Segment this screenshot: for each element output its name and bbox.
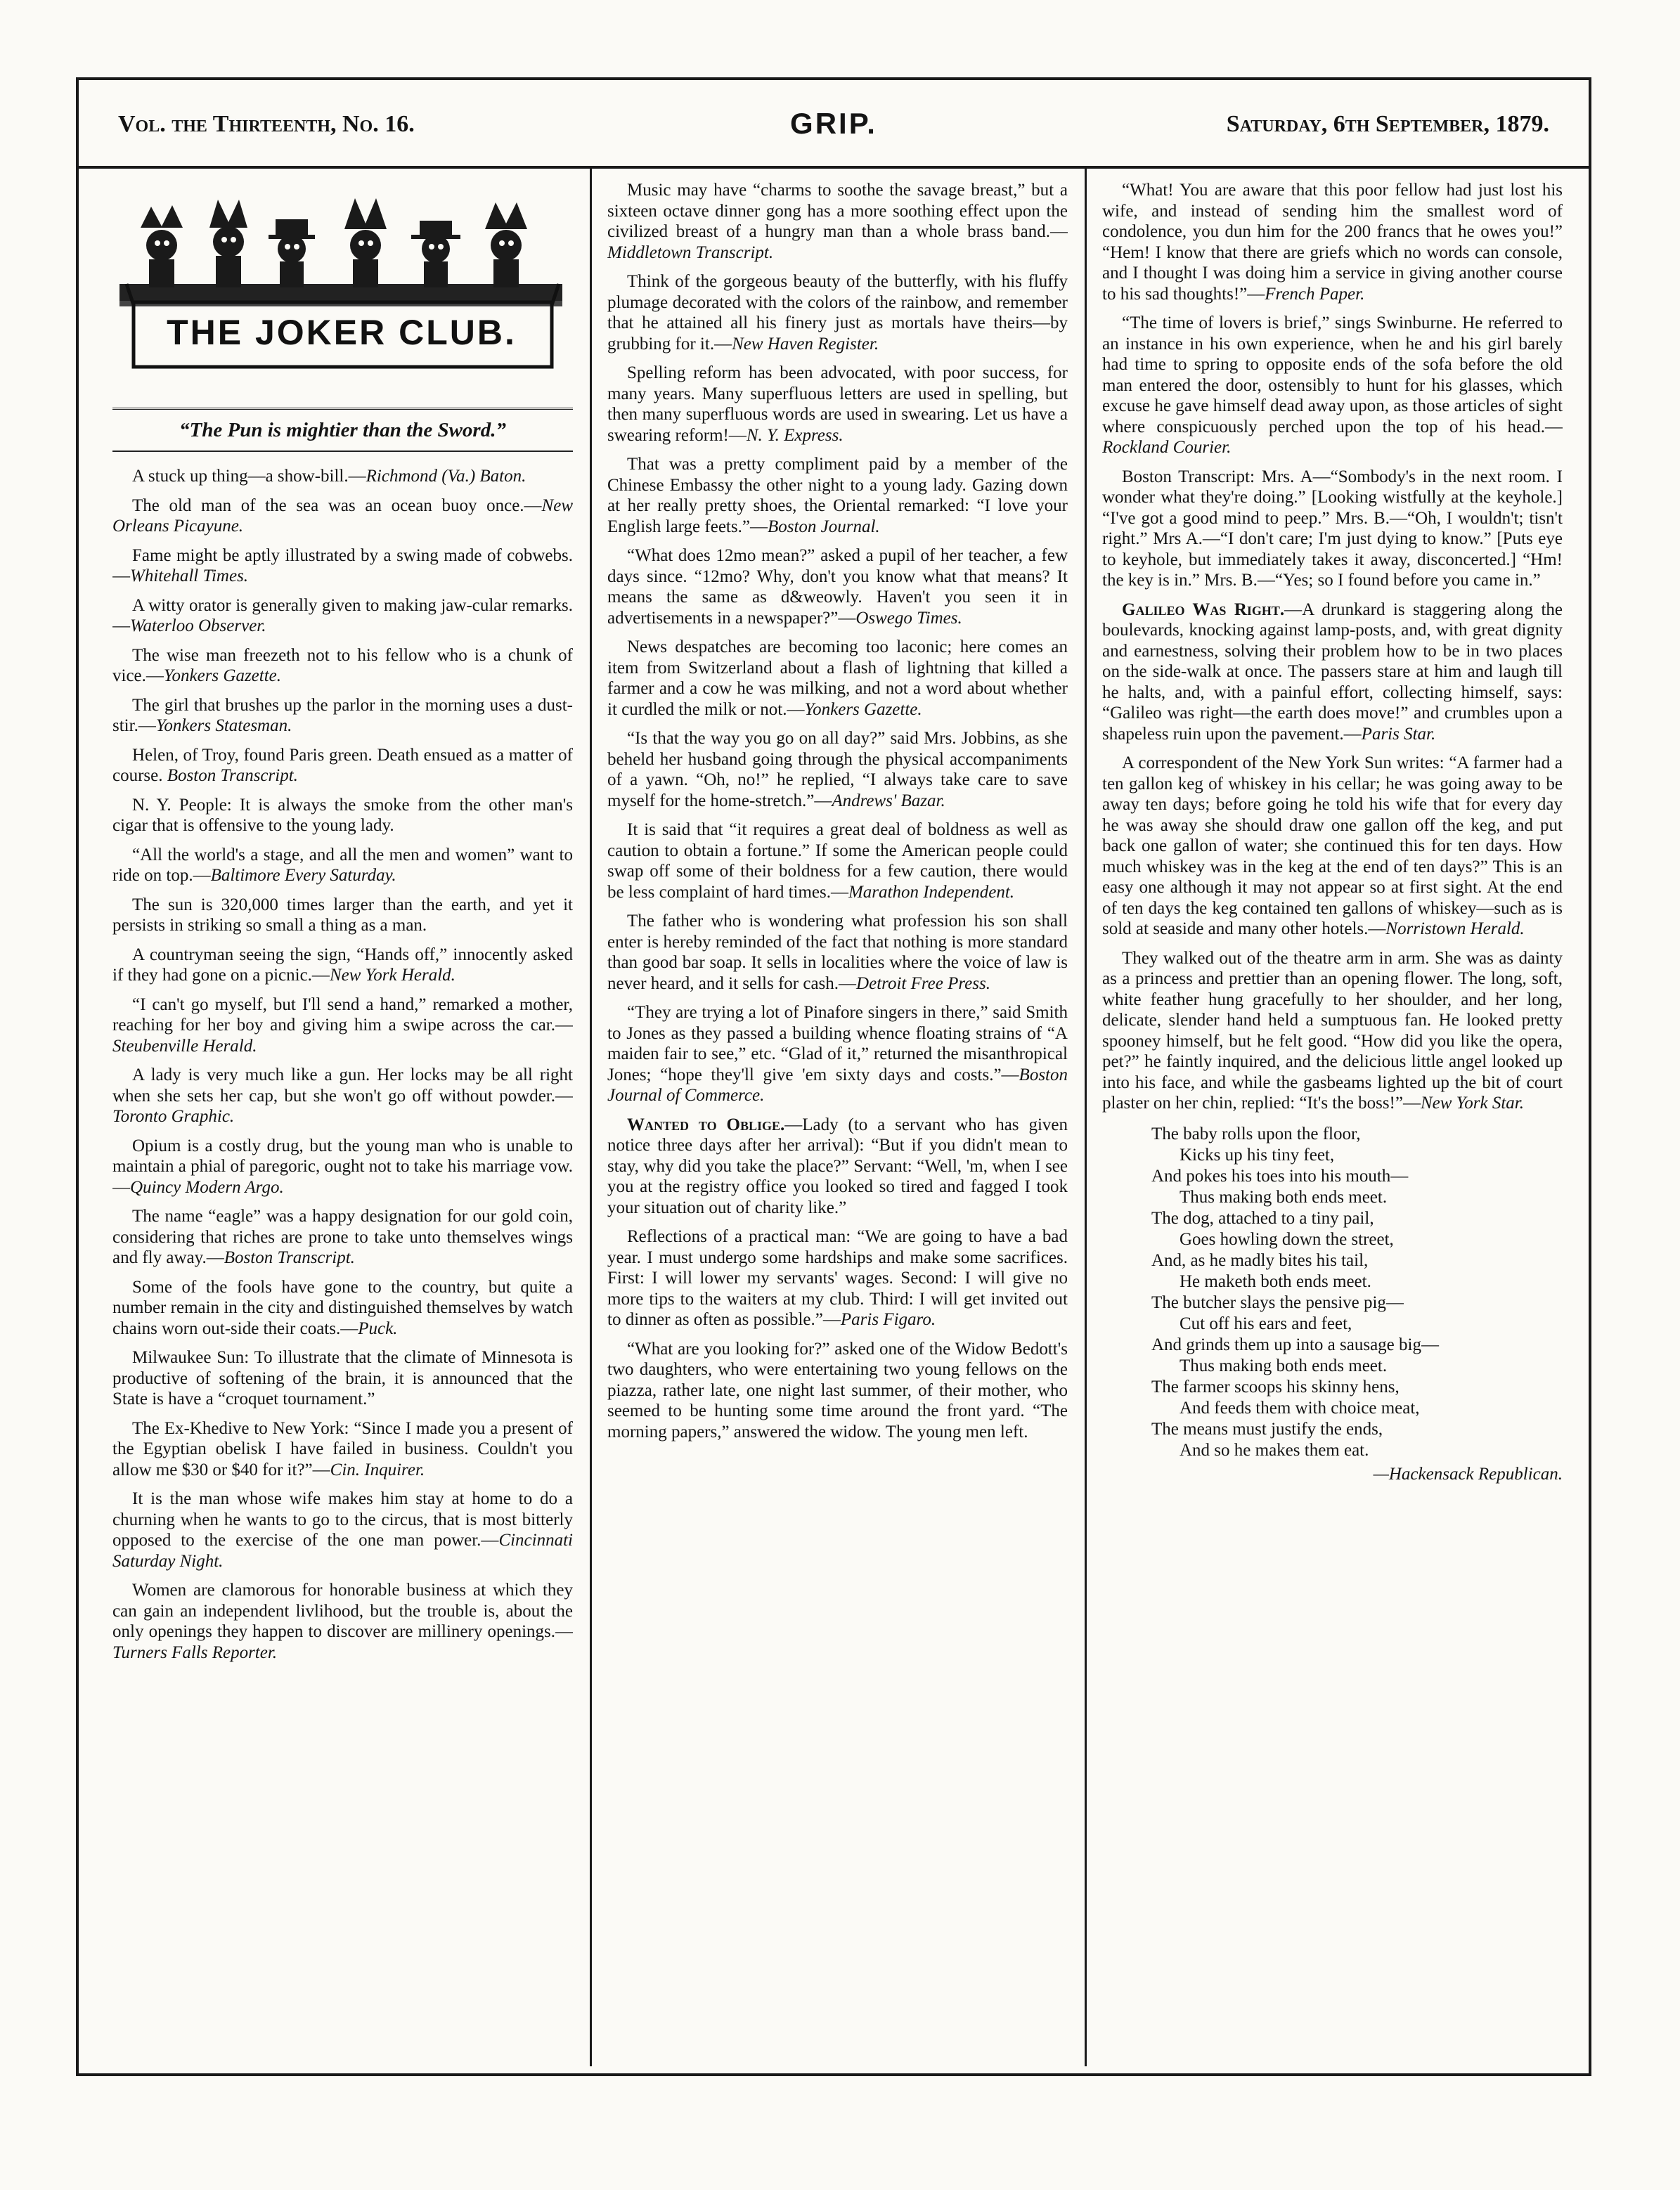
item-text: A witty orator is generally given to making jaw-cular remarks.— <box>112 595 573 636</box>
item-source: Waterloo Observer. <box>130 616 266 636</box>
item-source: Boston Journal of Commerce. <box>607 1065 1068 1105</box>
news-item <box>112 895 573 936</box>
news-item <box>607 180 1068 263</box>
item-text: “What are you looking for?” asked one of the Widow Bedott's two daughters, who were entertaining two young fellows on the piazza, rather late, one night last summer, of their mother, who seemed to be hunting some time around the front yard. “The morning papers,” answered the widow. The young men left. <box>607 1339 1068 1441</box>
item-text: The father who is wondering what profession his son shall enter is hereby reminded of the fact that nothing is more standard than good bar soap. It sells in localities where the voice of law is never heard, and it sells for cash.— <box>607 912 1068 993</box>
item-text: A lady is very much like a gun. Her locks may be all right when she sets her cap, but she won't go off without powder.— <box>112 1065 573 1106</box>
item-source: Toronto Graphic. <box>112 1107 235 1127</box>
item-text: N. Y. People: It is always the smoke from the other man's cigar that is offensive to the young lady. <box>112 795 573 836</box>
item-text: Helen, of Troy, found Paris green. Death ensued as a matter of course. <box>112 745 573 786</box>
club-name: THE JOKER CLUB. <box>167 313 517 352</box>
item-source: Boston Transcript. <box>167 766 298 786</box>
item-text: “Is that the way you go on all day?” said Mrs. Jobbins, as she beheld her husband going through the physical accompaniments of a yawn. “Oh, no!” he replied, “I always take care to save myself for the home-stretch.”— <box>607 729 1068 810</box>
column-rule <box>1085 169 1087 2066</box>
news-item <box>112 945 573 986</box>
item-text: Fame might be aptly illustrated by a swing made of cobwebs.— <box>112 545 573 586</box>
news-item <box>112 1206 573 1269</box>
item-text: Think of the gorgeous beauty of the butterfly, with his fluffy plumage decorated with the colors of the rainbow, and remember that he attained all his finery just as mortals have theirs—by grubbing for it.— <box>607 272 1068 354</box>
item-text: —A drunkard is staggering along the boulevards, knocking against lamp-posts, and, with great dignity and earnestness, solving their problem how to be in two places on the side-walk at once. The passers stare at him and laugh till he halts, and, with a painful effort, collecting himself, says: “Galileo was right—the earth does move!” and crumbles upon a shapeless ruin upon the pavement.— <box>1102 600 1563 744</box>
issue-date: Saturday, 6th September, 1879. <box>1226 111 1549 137</box>
newspaper-page <box>76 77 1591 2076</box>
item-text: The girl that brushes up the parlor in the morning uses a dust-stir.— <box>112 695 573 736</box>
item-text: News despatches are becoming too laconic; here comes an item from Switzerland about a flash of lightning that killed a farmer and a cow he was milking, and not a word about whether it curdled the milk or not.— <box>607 637 1068 719</box>
item-source: Marathon Independent. <box>848 882 1015 902</box>
poem-line: And grinds them up into a sausage big— <box>1151 1335 1439 1354</box>
item-source: Yonkers Gazette. <box>804 699 922 719</box>
item-text: The Ex-Khedive to New York: “Since I made you a present of the Egyptian obelisk I have failed in business. Couldn't you allow me $30 or $40 for it?”— <box>112 1418 573 1479</box>
poem-line: Cut off his ears and feet, <box>1180 1314 1352 1333</box>
poem-line: Goes howling down the street, <box>1180 1229 1394 1249</box>
news-item <box>607 545 1068 628</box>
item-text: —Lady (to a servant who has given notice three days after her arrival): “But if you didn't mean to stay, why did you take the place?” Servant: “Well, 'm, when I see you at the registry office you looked so tired and fagged I took your situation out of charity like.” <box>607 1115 1068 1217</box>
paper-title: GRIP. <box>790 107 877 140</box>
news-item <box>607 728 1068 811</box>
news-item <box>607 1002 1068 1106</box>
news-item <box>1102 180 1563 304</box>
poem-line: And, as he madly bites his tail, <box>1151 1250 1369 1270</box>
poem-line: The means must justify the ends, <box>1151 1419 1383 1439</box>
item-text: Some of the fools have gone to the country, but quite a number remain in the city and distinguished themselves by watch chains worn out-side their coats.— <box>112 1277 573 1338</box>
item-text: A countryman seeing the sign, “Hands off,” innocently asked if they had gone on a picnic.— <box>112 945 573 985</box>
item-text: The wise man freezeth not to his fellow who is a chunk of vice.— <box>112 645 573 686</box>
item-source: Baltimore Every Saturday. <box>210 866 396 886</box>
poem-source: —Hackensack Republican. <box>1373 1464 1563 1484</box>
item-source: Steubenville Herald. <box>112 1036 257 1056</box>
item-source: Oswego Times. <box>855 608 962 628</box>
poem-line: The farmer scoops his skinny hens, <box>1151 1377 1400 1397</box>
item-source: Turners Falls Reporter. <box>112 1642 278 1662</box>
column-rule <box>590 169 592 2066</box>
news-item <box>607 1226 1068 1330</box>
news-item <box>112 795 573 836</box>
item-source: Norristown Herald. <box>1385 919 1525 938</box>
poem <box>1102 1124 1563 1485</box>
poem-line: The baby rolls upon the floor, <box>1151 1124 1361 1143</box>
news-item <box>112 1277 573 1340</box>
item-text: Women are clamorous for honorable business at which they can gain an independent livlihood, but the trouble is, about the only openings they happen to discover are millinery openings.— <box>112 1581 573 1642</box>
item-source: Whitehall Times. <box>130 566 249 586</box>
item-text: Music may have “charms to soothe the savage breast,” but a sixteen octave dinner gong has a more soothing effect upon the civilized breast of a hungry man than a whole brass band.— <box>607 181 1068 241</box>
item-text: “The time of lovers is brief,” sings Swinburne. He referred to an instance in his own experience, when he and his girl barely had time to spring to opposite ends of the sofa before the old man entered the door, ostensibly to hunt for his glasses, which excuse he gave himself dead away upon, as those articles of sight where conspicuously perched upon the top of his head.— <box>1102 313 1563 436</box>
item-text: They walked out of the theatre arm in arm. She was as dainty as a princess and prettier than an opening flower. The long, soft, white feather hung gracefully to her shoulder, and her long, delicate, slender hand held a sumptuous fan. He looked pretty spooney himself, but he felt good. “How did you like the opera, pet?” he faintly inquired, and the delicious little angel looked up into his face, and while the gasbeams lighted up the bit of court plaster on her chin, replied: “It's the boss!”— <box>1102 948 1563 1113</box>
item-source: Yonkers Statesman. <box>155 716 292 736</box>
news-item <box>1102 467 1563 591</box>
news-item <box>112 1580 573 1663</box>
item-source: Boston Journal. <box>767 517 880 536</box>
news-item <box>607 1115 1068 1219</box>
news-item <box>112 745 573 786</box>
poem-line: Thus making both ends meet. <box>1180 1187 1388 1207</box>
volume-number: Vol. the Thirteenth, No. 16. <box>118 111 415 137</box>
item-source: Detroit Free Press. <box>856 973 990 993</box>
item-text: It is said that “it requires a great deal of boldness as well as caution to obtain a fortune.” If some the American people could swap off some of their boldness for a few caution, there would be less complaint of hard times.— <box>607 820 1068 902</box>
item-source: Richmond (Va.) Baton. <box>366 467 526 486</box>
news-item <box>1102 600 1563 745</box>
item-text: The old man of the sea was an ocean buoy once.— <box>132 495 542 515</box>
poem-line: And pokes his toes into his mouth— <box>1151 1166 1409 1186</box>
news-item <box>112 845 573 886</box>
item-source: Cin. Inquirer. <box>330 1460 425 1479</box>
item-headline: Wanted to Oblige. <box>627 1115 785 1134</box>
item-text: The sun is 320,000 times larger than the earth, and yet it persists in striking so small a thing as a man. <box>112 895 573 935</box>
poem-line: And feeds them with choice meat, <box>1180 1398 1420 1418</box>
news-item <box>112 466 573 487</box>
news-item <box>112 645 573 687</box>
news-item <box>607 637 1068 720</box>
item-text: Opium is a costly drug, but the young man who is unable to maintain a phial of paregoric, ought not to take his marriage vow.— <box>112 1136 573 1197</box>
item-text: Reflections of a practical man: “We are going to have a bad year. I must undergo some hardships and make some sacrifices. First: I will lower my servants' wages. Second: I will give no more tips to the waiters at my club. Third: I will get invited out to dinner as often as possible.”— <box>607 1227 1068 1329</box>
news-item <box>112 1418 573 1481</box>
item-text: Spelling reform has been advocated, with poor success, for many years. Many superfluous letters are used in spelling, but then many superfluous words are used in swearing. Let us have a swearing reform!— <box>607 363 1068 445</box>
item-text: A stuck up thing—a show-bill.— <box>132 467 366 486</box>
news-item <box>607 819 1068 902</box>
item-text: “They are trying a lot of Pinafore singers in there,” said Smith to Jones as they passed a building whence floating strains of “A maiden fair to see,” etc. “Glad of it,” returned the misanthropical Jones; “hope they'll give 'em sixty days and costs.”— <box>607 1003 1068 1084</box>
column-3 <box>1102 169 1563 2068</box>
news-item <box>607 454 1068 537</box>
item-source: Paris Figaro. <box>840 1310 936 1329</box>
item-source: New York Star. <box>1420 1094 1525 1113</box>
column-1-items <box>112 466 573 1663</box>
column-3-items <box>1102 180 1563 1114</box>
poem-line: The butcher slays the pensive pig— <box>1151 1292 1404 1312</box>
item-source: Boston Transcript. <box>224 1248 355 1268</box>
poem-line: He maketh both ends meet. <box>1180 1271 1371 1291</box>
item-source: Puck. <box>358 1318 398 1338</box>
item-text: That was a pretty compliment paid by a member of the Chinese Embassy the other night to a young lady. Gazing down at her really pretty shoes, the Oriental remarked: “I love your English large feets.”— <box>607 455 1068 536</box>
poem-line: And so he makes them eat. <box>1180 1440 1369 1460</box>
news-item <box>112 695 573 737</box>
column-2-items <box>607 180 1068 1442</box>
item-text: “I can't go myself, but I'll send a hand,” remarked a mother, reaching for her boy and giving him a swipe across the car.— <box>112 994 573 1035</box>
news-item <box>112 1136 573 1198</box>
item-text: “What! You are aware that this poor fellow had just lost his wife, and instead of sending him the smallest word of condolence, you dun him for the 200 francs that he owes you!” “Hem! I know that there are griefs which no words can console, and I thought I was doing him a service in giving another course to his sad thoughts!”— <box>1102 181 1563 304</box>
news-item <box>112 1489 573 1572</box>
item-text: A correspondent of the New York Sun writes: “A farmer had a ten gallon keg of whiskey in his cellar; he was going away to be away ten days; before going he told his wife that for every day he was away she should draw one gallon off the keg, and put back one gallon of water; she continued this for ten days. How much whiskey was in the keg at the end of ten days?” This is an easy one although it may not appear so at first sight. At the end of ten days the keg contained ten gallons of whiskey—such as is sold at seaside and many other hotels.— <box>1102 753 1563 938</box>
news-item <box>1102 948 1563 1114</box>
item-source: Middletown Transcript. <box>607 242 774 262</box>
poem-line: The dog, attached to a tiny pail, <box>1151 1208 1374 1228</box>
item-text: “All the world's a stage, and all the men and women” want to ride on top.— <box>112 845 573 886</box>
item-source: New Orleans Picayune. <box>112 495 573 536</box>
item-source: Andrews' Bazar. <box>832 791 945 810</box>
item-source: Rockland Courier. <box>1102 438 1232 457</box>
news-item <box>112 595 573 637</box>
masthead <box>79 80 1589 169</box>
news-item <box>1102 753 1563 940</box>
item-headline: Galileo Was Right. <box>1122 600 1285 619</box>
item-source: New York Herald. <box>329 966 455 985</box>
news-item <box>112 545 573 587</box>
news-item <box>112 1065 573 1127</box>
motto: “The Pun is mightier than the Sword.” <box>112 408 573 452</box>
item-text: The name “eagle” was a happy designation for our gold coin, considering that riches are prone to take unto themselves wings and fly away.— <box>112 1207 573 1268</box>
poem-line: Thus making both ends meet. <box>1180 1356 1388 1375</box>
poem-line: Kicks up his tiny feet, <box>1180 1145 1335 1165</box>
item-source: Paris Star. <box>1361 724 1436 744</box>
item-source: French Paper. <box>1265 284 1365 304</box>
item-source: New Haven Register. <box>732 334 879 354</box>
item-text: Boston Transcript: Mrs. A—“Sombody's in the next room. I wonder what they're doing.” [Looking wistfully at the keyhole.] “I've got a good mind to peep.” Mrs. B.—“Oh, I wouldn't; tisn't right.” Mrs A.—“I don't care; I'm just dying to know.” [Puts eye to keyhole, but immediately takes it away, disconcerted.] “Hm! the key is in.” Mrs. B.—“Yes; so I found before you came in.” <box>1102 467 1563 590</box>
news-item <box>112 495 573 537</box>
item-source: Cincinnati Saturday Night. <box>112 1531 573 1571</box>
news-item <box>607 271 1068 354</box>
jesters-illustration <box>112 179 573 403</box>
item-text: Milwaukee Sun: To illustrate that the climate of Minnesota is productive of softening of the brain, it is announced that the State is have a “croquet tournament.” <box>112 1348 573 1409</box>
news-item <box>607 363 1068 446</box>
item-source: N. Y. Express. <box>746 425 844 445</box>
news-item <box>1102 313 1563 458</box>
item-text: “What does 12mo mean?” asked a pupil of her teacher, a few days since. “12mo? Why, don't you know what that means? It means the same as d&weowly. Haven't you seen it in advertisements in a newspaper?”— <box>607 546 1068 628</box>
column-1 <box>112 169 573 2068</box>
news-item <box>112 994 573 1057</box>
item-source: Quincy Modern Argo. <box>130 1177 284 1197</box>
news-item <box>607 1339 1068 1443</box>
news-item <box>607 911 1068 994</box>
item-source: Yonkers Gazette. <box>163 666 282 686</box>
item-text: It is the man whose wife makes him stay at home to do a churning when he wants to go to the circus, that is most bitterly opposed to the exercise of the one man power.— <box>112 1489 573 1550</box>
joker-club-banner <box>112 179 573 403</box>
column-2 <box>607 169 1068 2068</box>
news-item <box>112 1347 573 1410</box>
